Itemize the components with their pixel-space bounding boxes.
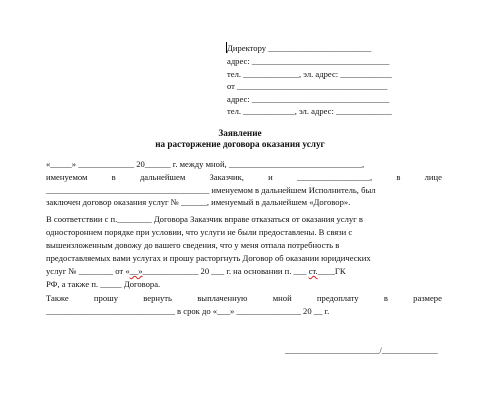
spellcheck-text: ст.	[308, 266, 318, 276]
line-text: _____________ 20 ___ г. на основании п. ___	[142, 266, 309, 276]
word: _________________,	[296, 172, 373, 182]
word: в	[396, 172, 401, 182]
word: в	[383, 293, 388, 303]
header-address-line: адрес: ________________________________	[227, 56, 390, 66]
paragraph1-line4: заключен договор оказания услуг № ______, именуемый в дальнейшем «Договор».	[46, 197, 351, 207]
word: Заказчик,	[209, 172, 244, 182]
word: в	[111, 172, 116, 182]
line-text: ____ГК	[317, 266, 346, 276]
header-phone-line: тел. _____________, эл. адрес: ____________	[227, 69, 392, 79]
paragraph2-line5	[46, 266, 442, 276]
paragraph1-line2	[46, 172, 442, 182]
word: именуемом	[46, 172, 88, 182]
paragraph3-line1	[46, 293, 442, 303]
word: мной	[272, 293, 292, 303]
word: Также	[46, 293, 69, 303]
word: прошу	[93, 293, 119, 303]
word: предоплату	[316, 293, 359, 303]
document-subtitle: на расторжение договора оказания услуг	[155, 139, 325, 149]
header-sender-address-line: адрес: ________________________________	[227, 94, 390, 104]
paragraph2-line3: вышеизложенным довожу до вашего сведения, что у меня отпала потребность в	[46, 240, 340, 250]
signature-line: ______________________/_____________	[285, 345, 438, 355]
word: размере	[413, 293, 442, 303]
paragraph2-line6: РФ, а также п. _____ Договора.	[46, 279, 161, 289]
header-from-line: от ___________________________________	[227, 81, 388, 91]
word: лице	[424, 172, 442, 182]
paragraph1-line1: «_____» _____________ 20______ г. между мной, _______________________________,	[46, 159, 365, 169]
header-director-line: Директору ________________________	[227, 43, 372, 53]
spellcheck-text: __»	[129, 266, 143, 276]
word: вернуть	[143, 293, 172, 303]
paragraph3-line2: ______________________________ в срок до «___» _______________ 20 __ г.	[46, 306, 330, 316]
paragraph2-line1: В соответствии с п.________ Договора Заказчик вправе отказаться от оказания услуг в	[46, 214, 363, 224]
document-title: Заявление	[218, 128, 262, 138]
word: выплаченную	[197, 293, 248, 303]
paragraph1-line3: ______________________________________ именуемом в дальнейшем Исполнитель, был	[46, 185, 376, 195]
header-sender-phone-line: тел. ____________, эл. адрес: _____________	[227, 106, 392, 116]
word: и	[268, 172, 273, 182]
word: дальнейшем	[139, 172, 186, 182]
line-text: услуг № ________ от «	[46, 266, 130, 276]
paragraph2-line4: предоставляемых вами услугах и прошу расторгнуть Договор об оказании юридических	[46, 253, 371, 263]
paragraph2-line2: одностороннем порядке при условии, что услуги не были предоставлены. В связи с	[46, 227, 353, 237]
